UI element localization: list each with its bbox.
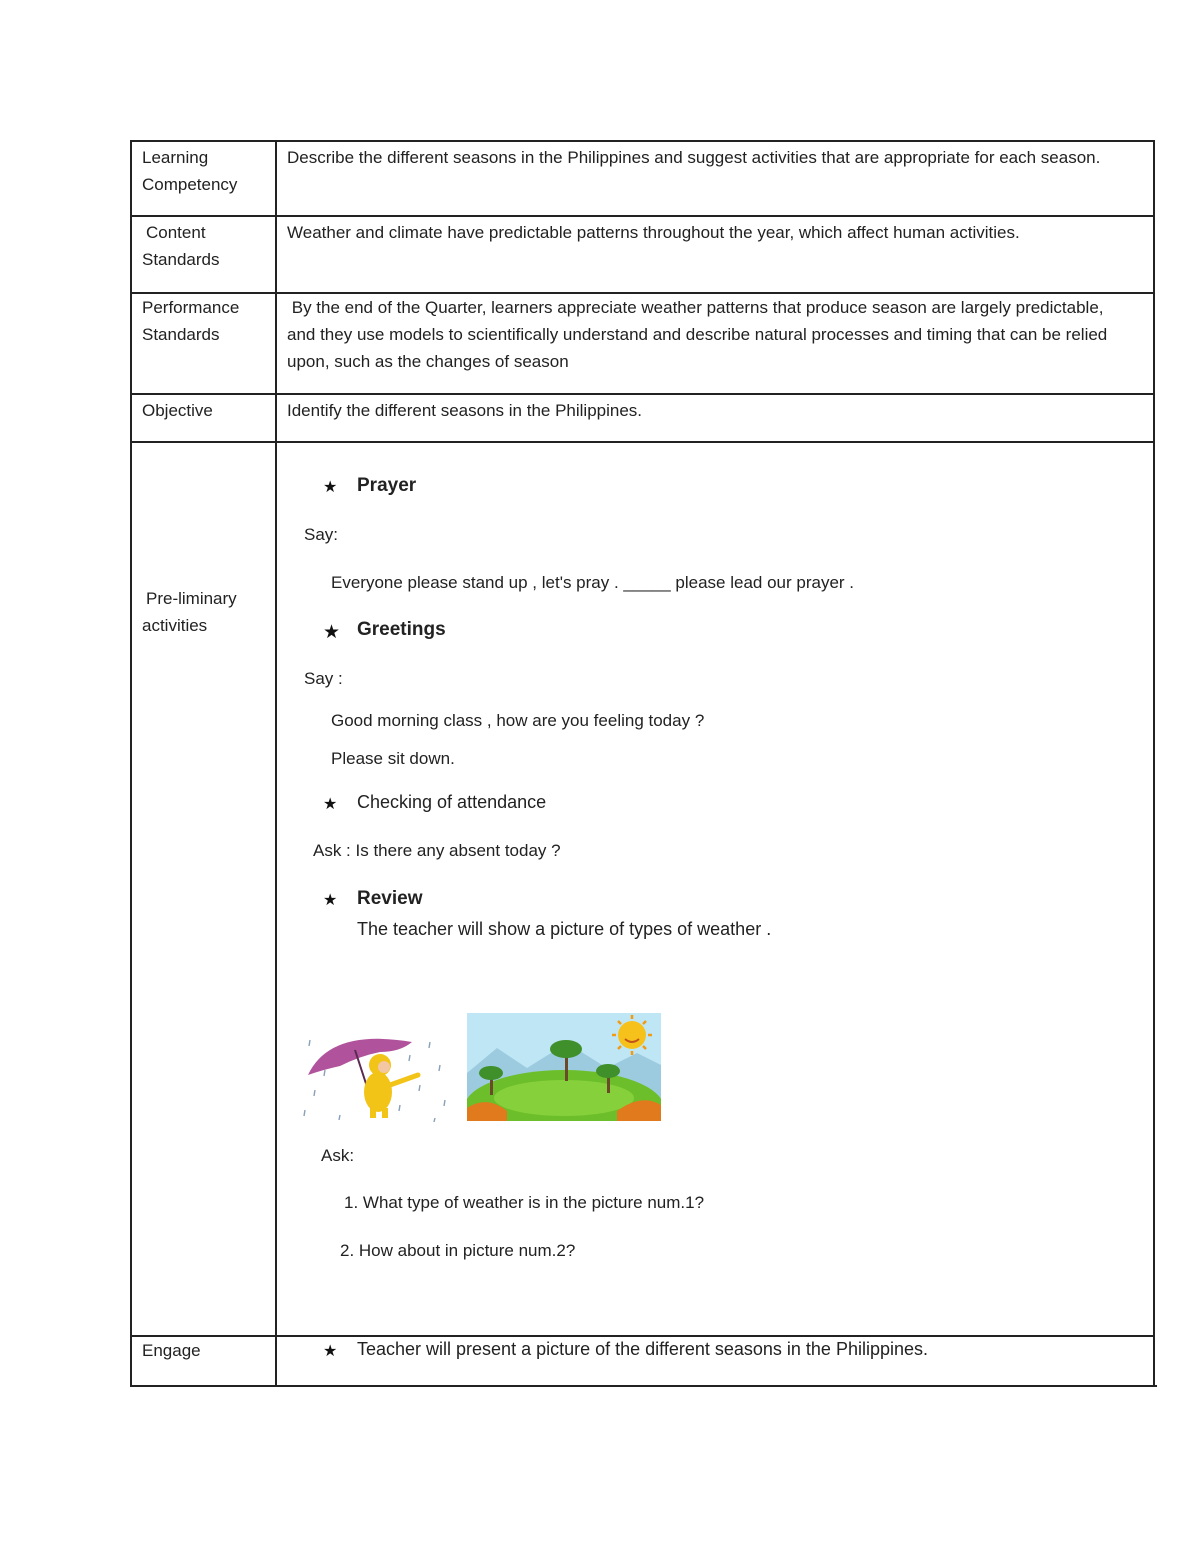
review-heading: Review: [357, 888, 423, 909]
attendance-ask: Ask : Is there any absent today ?: [313, 841, 561, 860]
column-divider: [275, 443, 277, 1337]
greeting-line: Good morning class , how are you feeling today ?: [331, 711, 705, 730]
star-icon: ★: [323, 892, 338, 909]
child-face: [378, 1061, 390, 1073]
table-bottom-border: [130, 1385, 1157, 1387]
label-line: Content: [146, 223, 206, 242]
row-content: By the end of the Quarter, learners appreciate weather patterns that produce season are largely predictable, and they use models to scientifically understand and describe natural processes and timing that can be relied upon, such as the changes of season: [287, 298, 1112, 371]
row-label: Objective: [142, 401, 213, 420]
row-label: [142, 294, 239, 348]
label-line: Competency: [142, 175, 238, 194]
column-divider: [275, 1337, 277, 1387]
engage-text: Teacher will present a picture of the different seasons in the Philippines.: [357, 1339, 928, 1359]
raincoat-body: [364, 1072, 392, 1112]
row-label: [142, 144, 237, 198]
row-label: [142, 585, 237, 639]
sunny-weather-picture: [467, 1013, 661, 1121]
label-line: Performance: [142, 298, 240, 317]
row-label: Engage: [142, 1341, 201, 1360]
greeting-line: Please sit down.: [331, 749, 455, 768]
grass-highlight: [494, 1080, 634, 1116]
greetings-heading: Greetings: [357, 619, 446, 640]
column-divider: [275, 142, 277, 217]
rainy-weather-picture: [300, 1030, 455, 1122]
row-content: Describe the different seasons in the Philippines and suggest activities that are appropriate for each season.: [287, 148, 1101, 167]
row-objective: [130, 393, 1155, 443]
row-performance-standards: [130, 292, 1155, 395]
child-arm: [390, 1075, 418, 1085]
row-content: Weather and climate have predictable patterns throughout the year, which affect human activities.: [287, 223, 1020, 242]
prayer-heading: Prayer: [357, 475, 417, 496]
say-label: Say:: [304, 525, 339, 544]
sun: [612, 1015, 652, 1055]
label-line: activities: [142, 616, 208, 635]
child-leg: [382, 1108, 388, 1118]
star-icon: ★: [323, 479, 338, 496]
column-divider: [275, 294, 277, 395]
attendance-heading: Checking of attendance: [357, 792, 547, 812]
question-item: 1. What type of weather is in the picture num.1?: [344, 1193, 705, 1212]
star-icon: ★: [323, 1343, 338, 1360]
say-label: Say :: [304, 669, 343, 688]
label-line: Pre-liminary: [146, 589, 237, 608]
row-content: Identify the different seasons in the Philippines.: [287, 401, 643, 420]
ask-label: Ask:: [321, 1146, 355, 1165]
star-icon: ★: [323, 622, 341, 643]
star-icon: ★: [323, 796, 338, 813]
label-line: Standards: [142, 250, 220, 269]
column-divider: [275, 395, 277, 443]
review-text: The teacher will show a picture of types of weather .: [357, 919, 772, 939]
question-item: 2. How about in picture num.2?: [340, 1241, 576, 1260]
row-content-standards: [130, 215, 1155, 294]
row-label: [142, 219, 220, 273]
prayer-instruction: Everyone please stand up , let's pray . _____ please lead our prayer .: [331, 573, 855, 592]
row-learning-competency: [130, 140, 1155, 217]
umbrella-canopy: [308, 1039, 412, 1075]
label-line: Learning: [142, 148, 209, 167]
child-leg: [370, 1108, 376, 1118]
column-divider: [275, 217, 277, 294]
label-line: Standards: [142, 325, 220, 344]
